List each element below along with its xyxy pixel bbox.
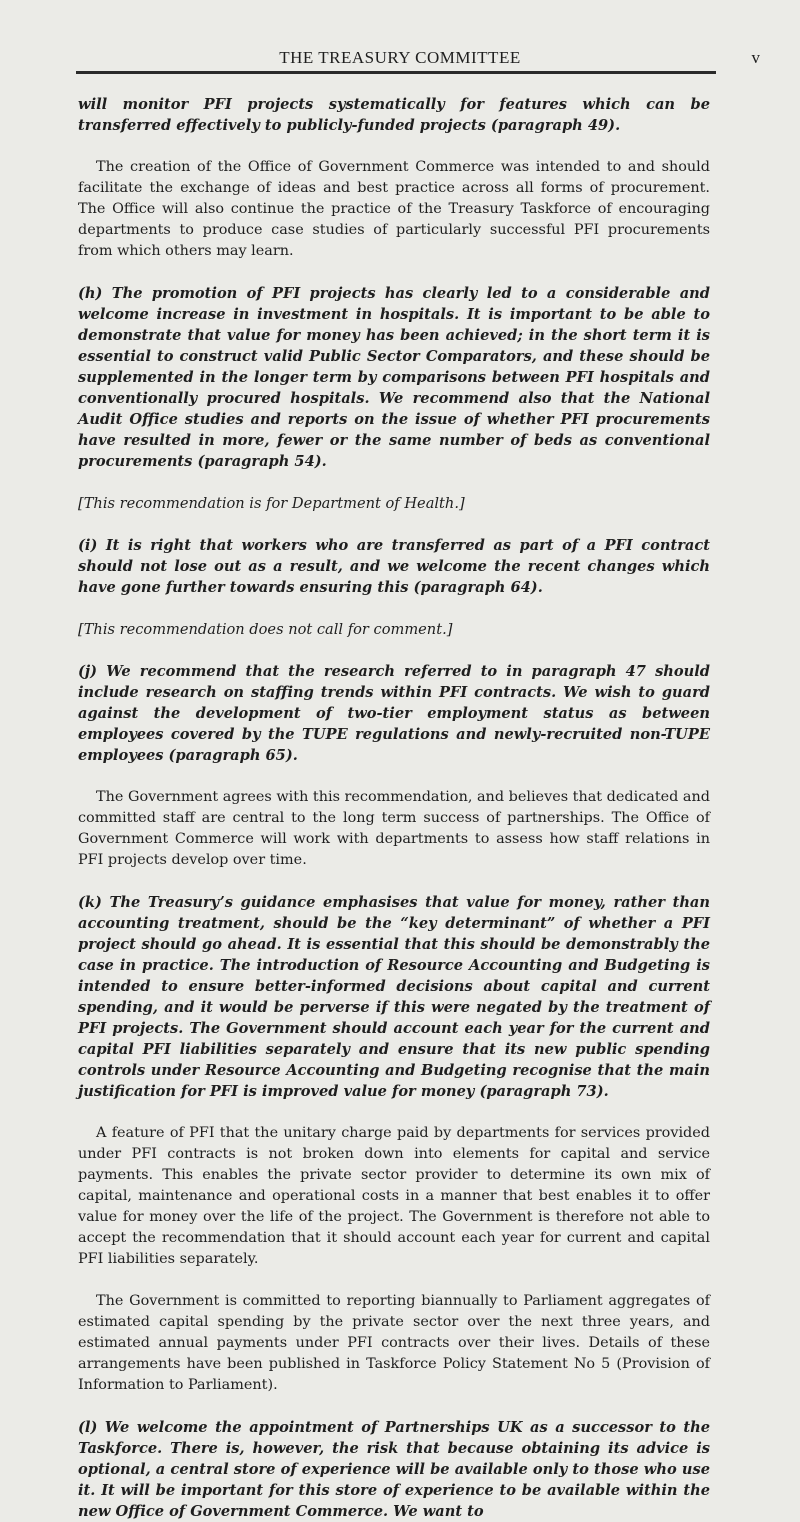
paragraph-recommendation-k: (k) The Treasury’s guidance emphasises that value for money, rather than accounting treatment, should be the “key determinant” of whether a PFI project should go ahead. It is essential that this should be demonstrably the case in practice. The introduction of Resource Accounting and Budgeting is intended to ensure better-informed decisions about capital and current spending, and it would be perverse if this were negated by the treatment of PFI projects. The Government should account each year for the current and capital PFI liabilities separately and ensure that its new public spending controls under Resource Accounting and Budgeting recognise that the main justification for PFI is improved value for money (paragraph 73). (78, 894, 710, 1100)
paragraph-response: The creation of the Office of Government Commerce was intended to and should facilitate the exchange of ideas and best practice across all forms of procurement. The Office will also continue the practice of the Treasury Taskforce of encouraging departments to produce case studies of particularly successful PFI procurements from which others may learn. (78, 159, 710, 259)
body-text (78, 94, 710, 1522)
header-title: THE TREASURY COMMITTEE (279, 48, 521, 67)
header-rule (76, 71, 716, 74)
paragraph-response: The Government is committed to reporting biannually to Parliament aggregates of estimated capital spending by the private sector over the next three years, and estimated annual payments under PFI contracts over their lives. Details of these arrangements have been published in Taskforce Policy Statement No 5 (Provision of Information to Parliament). (78, 1293, 710, 1393)
paragraph-recommendation-l: (l) We welcome the appointment of Partnerships UK as a successor to the Taskforce. There is, however, the risk that because obtaining its advice is optional, a central store of experience will be available only to those who use it. It will be important for this store of experience to be available within the new Office of Government Commerce. We want to (78, 1419, 710, 1520)
paragraph-recommendation-continuation: will monitor PFI projects systematically for features which can be transferred effectively to publicly-funded projects (paragraph 49). (78, 96, 710, 134)
paragraph-note: [This recommendation is for Department of Health.] (78, 495, 465, 512)
paragraph-note: [This recommendation does not call for comment.] (78, 621, 453, 638)
paragraph-response: A feature of PFI that the unitary charge paid by departments for services provided under PFI contracts is not broken down into elements for capital and service payments. This enables the private sector provider to determine its own mix of capital, maintenance and operational costs in a manner that best enables it to offer value for money over the life of the project. The Government is therefore not able to accept the recommendation that it should account each year for current and capital PFI liabilities separately. (78, 1125, 710, 1267)
paragraph-response: The Government agrees with this recommendation, and believes that dedicated and committed staff are central to the long term success of partnerships. The Office of Government Commerce will work with departments to assess how staff relations in PFI projects develop over time. (78, 789, 710, 868)
page-number: v (751, 48, 760, 67)
paragraph-recommendation-h: (h) The promotion of PFI projects has clearly led to a considerable and welcome increase in investment in hospitals. It is important to be able to demonstrate that value for money has been achieved; in the short term it is essential to construct valid Public Sector Comparators, and these should be supplemented in the longer term by comparisons between PFI hospitals and conventionally procured hospitals. We recommend also that the National Audit Office studies and reports on the issue of whether PFI procurements have resulted in more, fewer or the same number of beds as conventional procurements (paragraph 54). (78, 285, 710, 470)
paragraph-recommendation-j: (j) We recommend that the research referred to in paragraph 47 should include research on staffing trends within PFI contracts. We wish to guard against the development of two-tier employment status as between employees covered by the TUPE regulations and newly-recruited non-TUPE employees (paragraph 65). (78, 663, 710, 764)
running-header (0, 48, 800, 70)
paragraph-recommendation-i: (i) It is right that workers who are transferred as part of a PFI contract should not lose out as a result, and we welcome the recent changes which have gone further towards ensuring this (paragraph 64). (78, 537, 710, 596)
